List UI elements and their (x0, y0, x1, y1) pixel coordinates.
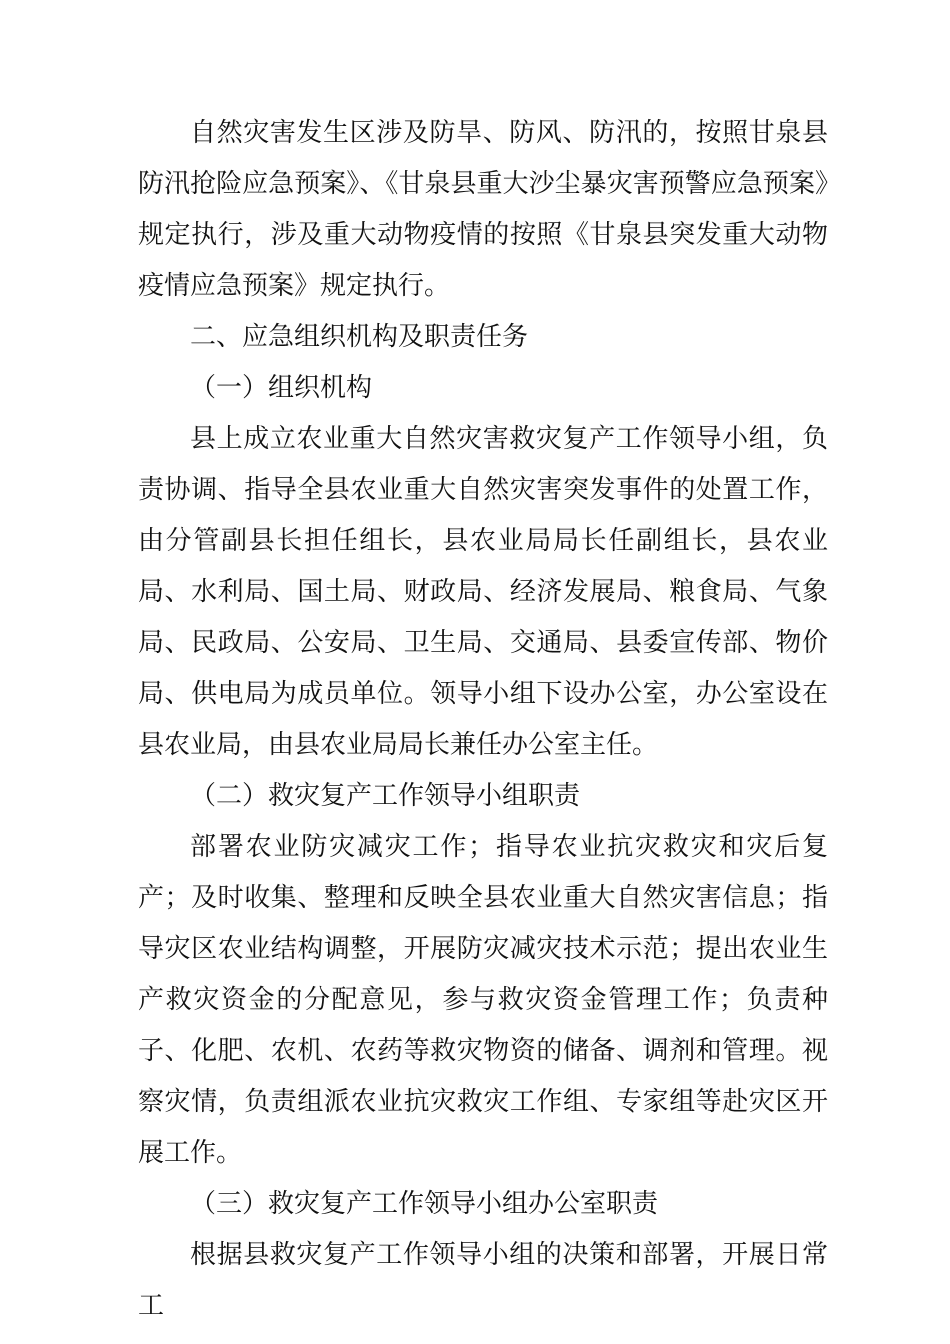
subsection-heading-group-duties: （二）救灾复产工作领导小组职责 (190, 781, 581, 811)
paragraph-office-duties: 根据县救灾复产工作领导小组的决策和部署，开展日常工 (138, 1240, 828, 1321)
document-body (138, 108, 828, 1332)
section-heading-organization: 二、应急组织机构及职责任务 (190, 322, 529, 352)
subsection-heading-structure: （一）组织机构 (190, 373, 373, 403)
paragraph-leading-group: 县上成立农业重大自然灾害救灾复产工作领导小组，负责协调、指导全县农业重大自然灾害突发事件的处置工作，由分管副县长担任组长，县农业局局长任副组长，县农业局、水利局、国土局、财政局、经济发展局、粮食局、气象局、民政局、公安局、卫生局、交通局、县委宣传部、物价局、供电局为成员单位。领导小组下设办公室，办公室设在县农业局，由县农业局局长兼任办公室主任。 (138, 424, 828, 760)
paragraph-disaster-plans: 自然灾害发生区涉及防旱、防风、防汛的，按照甘泉县防汛抢险应急预案》、《甘泉县重大沙尘暴灾害预警应急预案》规定执行，涉及重大动物疫情的按照《甘泉县突发重大动物疫情应急预案》规定执行。 (138, 118, 828, 301)
paragraph-group-duties: 部署农业防灾减灾工作；指导农业抗灾救灾和灾后复产；及时收集、整理和反映全县农业重大自然灾害信息；指导灾区农业结构调整，开展防灾减灾技术示范；提出农业生产救灾资金的分配意见，参与救灾资金管理工作；负责种子、化肥、农机、农药等救灾物资的储备、调剂和管理。视察灾情，负责组派农业抗灾救灾工作组、专家组等赴灾区开展工作。 (138, 832, 828, 1168)
subsection-heading-office-duties: （三）救灾复产工作领导小组办公室职责 (190, 1189, 659, 1219)
